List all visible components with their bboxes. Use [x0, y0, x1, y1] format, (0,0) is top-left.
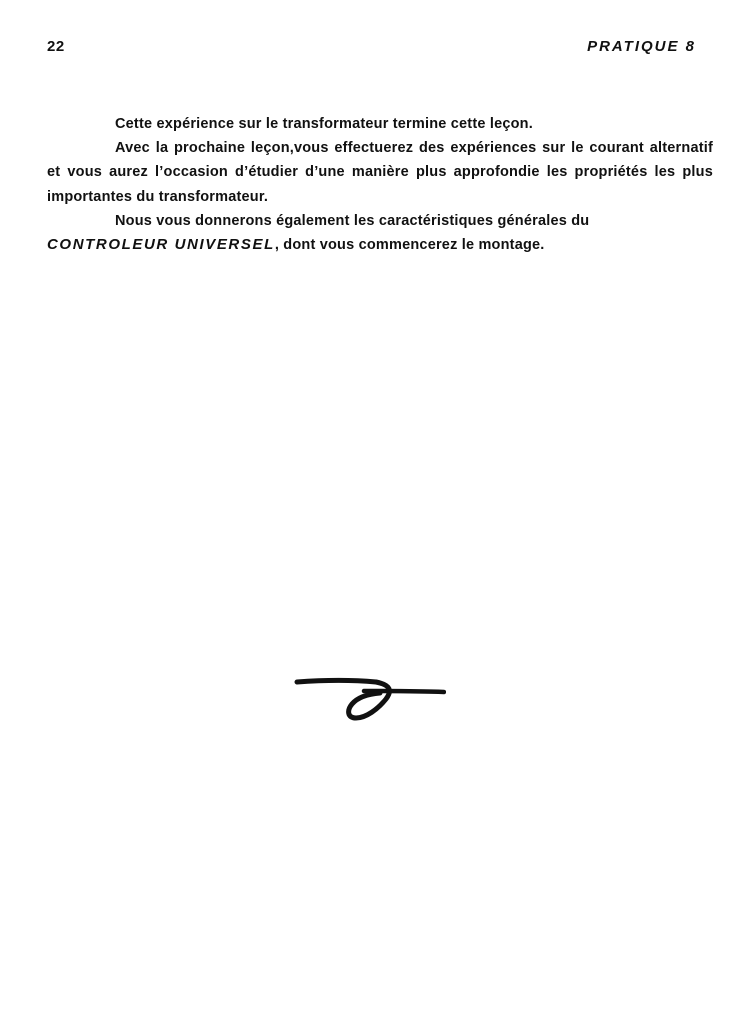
- paragraph-characteristics: [47, 209, 713, 257]
- body-text: [47, 112, 713, 257]
- end-of-lesson-flourish-icon: [294, 667, 446, 725]
- paragraph-characteristics-intro: Nous vous donnerons également les caractéristiques générales du: [115, 212, 590, 229]
- paragraph-conclusion: Cette expérience sur le transformateur termine cette leçon.: [115, 116, 533, 132]
- running-title: PRATIQUE 8: [587, 38, 696, 55]
- paragraph-characteristics-end: , dont vous commencerez le montage.: [274, 237, 545, 254]
- controleur-universel-emphasis: CONTROLEUR UNIVERSEL: [47, 236, 275, 254]
- paragraph-next-lesson: Avec la prochaine leçon,vous effectuerez des expériences sur le courant alternatif et vous aurez l’occasion d’étudier d’une manière plus approfondie les propriétés les plus importantes du transformateur.: [47, 140, 713, 205]
- page-number: 22: [47, 38, 65, 55]
